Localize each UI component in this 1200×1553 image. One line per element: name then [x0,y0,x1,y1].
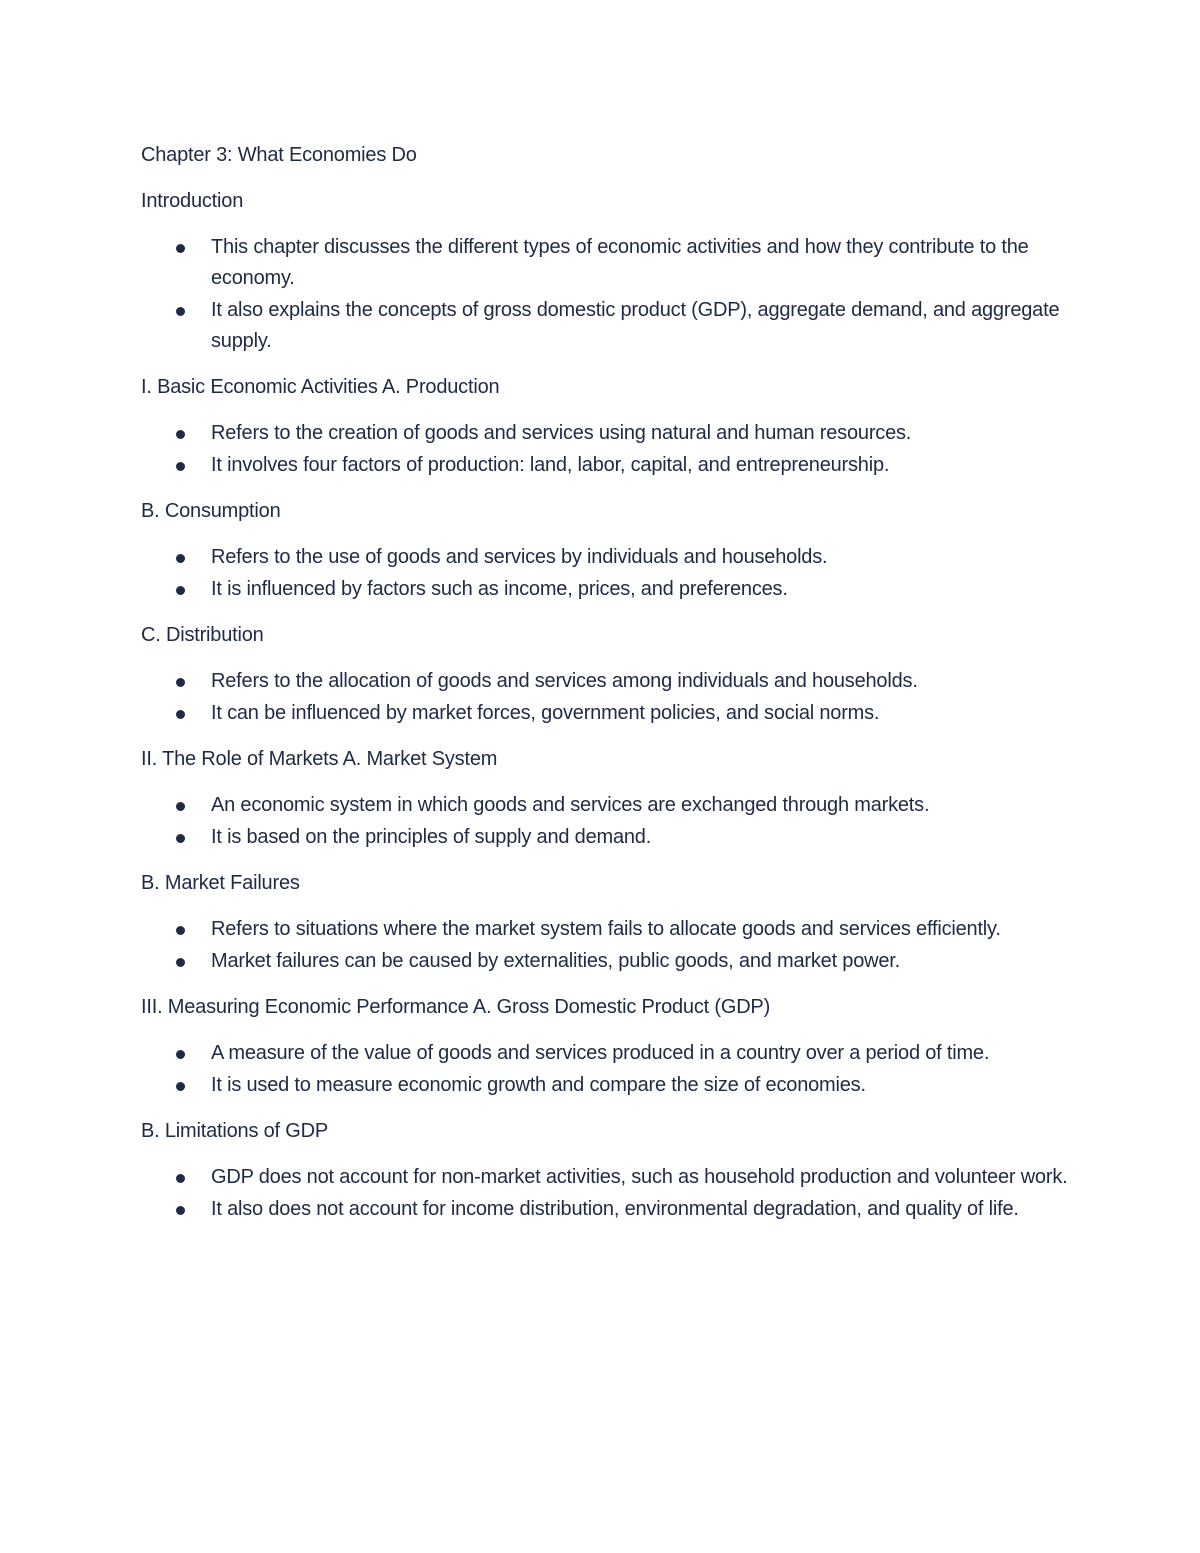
bullet-icon [176,244,185,253]
list-item [141,542,1071,573]
bullet-list [141,418,1071,481]
bullet-list [141,666,1071,729]
bullet-icon [176,678,185,687]
section-heading-gdp-limitations: B. Limitations of GDP [141,1120,328,1142]
bullet-list [141,1162,1071,1225]
list-item [141,295,1071,357]
list-item [141,1194,1071,1225]
document-title: Chapter 3: What Economies Do [141,144,417,166]
bullet-icon [176,834,185,843]
list-item-text: It also explains the concepts of gross domestic product (GDP), aggregate demand, and aggregate supply. [211,299,1060,352]
list-item-text: Refers to situations where the market system fails to allocate goods and services efficiently. [211,918,1001,940]
section-heading-distribution: C. Distribution [141,624,264,646]
section-heading-market-failures: B. Market Failures [141,872,300,894]
bullet-icon [176,958,185,967]
list-item [141,232,1071,294]
list-item-text: Refers to the allocation of goods and services among individuals and households. [211,670,918,692]
section-heading-market-system: II. The Role of Markets A. Market System [141,748,498,770]
section-heading-gdp: III. Measuring Economic Performance A. Gross Domestic Product (GDP) [141,996,771,1018]
list-item-text: It also does not account for income distribution, environmental degradation, and quality of life. [211,1198,1019,1220]
section-heading-introduction: Introduction [141,190,244,212]
bullet-icon [176,1050,185,1059]
bullet-icon [176,1082,185,1091]
bullet-icon [176,1174,185,1183]
list-item [141,698,1071,729]
list-item-text: It involves four factors of production: land, labor, capital, and entrepreneurship. [211,454,890,476]
list-item [141,418,1071,449]
list-item-text: An economic system in which goods and services are exchanged through markets. [211,794,930,816]
list-item-text: It can be influenced by market forces, government policies, and social norms. [211,702,880,724]
list-item-text: It is based on the principles of supply and demand. [211,826,652,848]
bullet-icon [176,307,185,316]
bullet-icon [176,462,185,471]
list-item-text: It is used to measure economic growth and compare the size of economies. [211,1074,866,1096]
section-heading-consumption: B. Consumption [141,500,281,522]
section-heading-production: I. Basic Economic Activities A. Production [141,376,500,398]
bullet-icon [176,586,185,595]
bullet-list [141,232,1071,357]
bullet-list [141,542,1071,605]
bullet-icon [176,554,185,563]
list-item [141,822,1071,853]
list-item-text: A measure of the value of goods and services produced in a country over a period of time. [211,1042,990,1064]
bullet-list [141,914,1071,977]
list-item-text: Refers to the use of goods and services by individuals and households. [211,546,828,568]
list-item [141,946,1071,977]
document-body [141,140,1071,1240]
list-item [141,666,1071,697]
bullet-icon [176,430,185,439]
list-item [141,914,1071,945]
list-item [141,1070,1071,1101]
list-item [141,574,1071,605]
list-item [141,790,1071,821]
list-item-text: It is influenced by factors such as income, prices, and preferences. [211,578,788,600]
bullet-list [141,790,1071,853]
list-item [141,1162,1071,1193]
list-item-text: Market failures can be caused by externalities, public goods, and market power. [211,950,901,972]
list-item [141,450,1071,481]
bullet-list [141,1038,1071,1101]
list-item-text: Refers to the creation of goods and services using natural and human resources. [211,422,912,444]
bullet-icon [176,1206,185,1215]
list-item-text: This chapter discusses the different types of economic activities and how they contribute to the economy. [211,236,1029,289]
bullet-icon [176,802,185,811]
list-item [141,1038,1071,1069]
list-item-text: GDP does not account for non-market activities, such as household production and volunteer work. [211,1166,1068,1188]
bullet-icon [176,710,185,719]
bullet-icon [176,926,185,935]
